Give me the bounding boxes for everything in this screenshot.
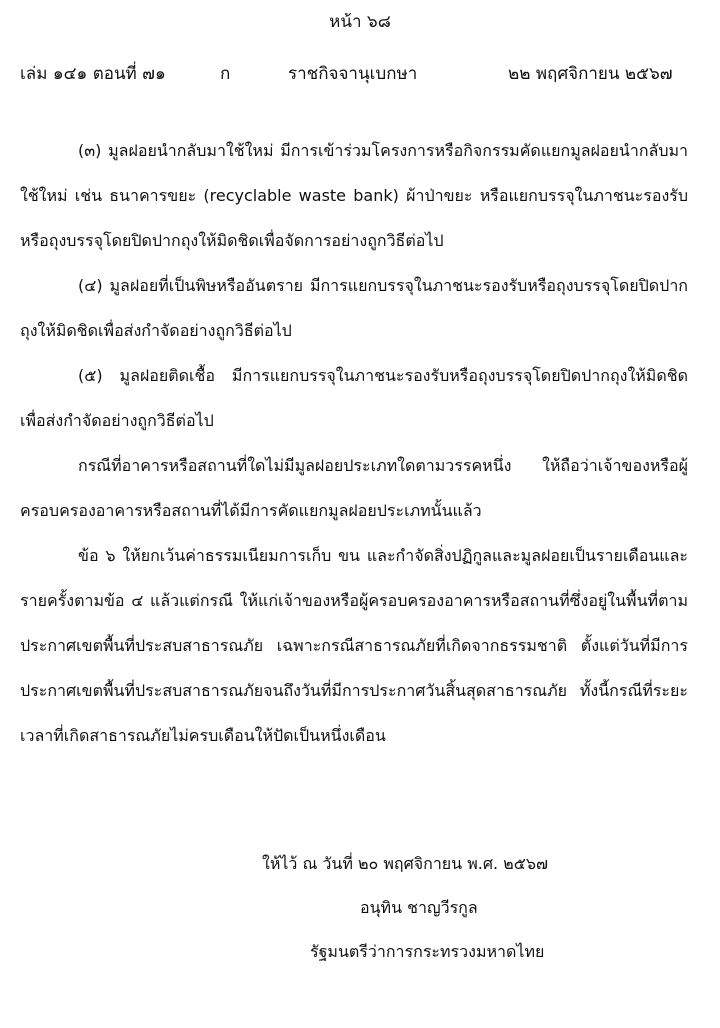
header-section: ก [220,64,231,84]
paragraph-exception: กรณีที่อาคารหรือสถานที่ใดไม่มีมูลฝอยประเภทใดตามวรรคหนึ่ง ให้ถือว่าเจ้าของหรือผู้ครอบครองอาคารหรือสถานที่ได้มีการคัดแยกมูลฝอยประเภทนั้นแล้ว [20,456,688,520]
gazette-header [0,60,720,86]
signatory-name: อนุทิน ชาญวีรกูล [360,898,478,917]
paragraph-clause-6: ข้อ ๖ ให้ยกเว้นค่าธรรมเนียมการเก็บ ขน และกำจัดสิ่งปฏิกูลและมูลฝอยเป็นรายเดือนและรายครั้งตามข้อ ๔ แล้วแต่กรณี ให้แก่เจ้าของหรือผู้ครอบครองอาคารหรือสถานที่ซึ่งอยู่ในพื้นที่ตามประกาศเขตพื้นที่ประสบสาธารณภัย เฉพาะกรณีสาธารณภัยที่เกิดจากธรรมชาติ ตั้งแต่วันที่มีการประกาศเขตพื้นที่ประสบสาธารณภัยจนถึงวันที่มีการประกาศวันสิ้นสุดสาธารณภัย ทั้งนี้กรณีที่ระยะเวลาที่เกิดสาธารณภัยไม่ครบเดือนให้ปัดเป็นหนึ่งเดือน [20,546,688,745]
header-book-issue: เล่ม ๑๔๑ ตอนที่ ๗๑ [20,64,166,84]
signature-date: ให้ไว้ ณ วันที่ ๒๐ พฤศจิกายน พ.ศ. ๒๕๖๗ [262,854,548,873]
paragraph-item-3: (๓) มูลฝอยนำกลับมาใช้ใหม่ มีการเข้าร่วมโครงการหรือกิจกรรมคัดแยกมูลฝอยนำกลับมาใช้ใหม่ เช่น ธนาคารขยะ (recyclable waste bank) ผ้าป่าขยะ หรือแยกบรรจุในภาชนะรองรับหรือถุงบรรจุโดยปิดปากถุงให้มิดชิดเพื่อจัดการอย่างถูกวิธีต่อไป [20,141,688,250]
paragraph-item-5: (๕) มูลฝอยติดเชื้อ มีการแยกบรรจุในภาชนะรองรับหรือถุงบรรจุโดยปิดปากถุงให้มิดชิดเพื่อส่งกำจัดอย่างถูกวิธีต่อไป [20,366,688,430]
signatory-title: รัฐมนตรีว่าการกระทรวงมหาดไทย [310,942,545,961]
header-gazette-name: ราชกิจจานุเบกษา [288,64,418,84]
header-date: ๒๒ พฤศจิกายน ๒๕๖๗ [508,64,673,84]
paragraph-item-4: (๔) มูลฝอยที่เป็นพิษหรืออันตราย มีการแยกบรรจุในภาชนะรองรับหรือถุงบรรจุโดยปิดปากถุงให้มิดชิดเพื่อส่งกำจัดอย่างถูกวิธีต่อไป [20,276,688,340]
page-number: หน้า ๖๘ [329,12,391,32]
document-body [20,128,688,758]
